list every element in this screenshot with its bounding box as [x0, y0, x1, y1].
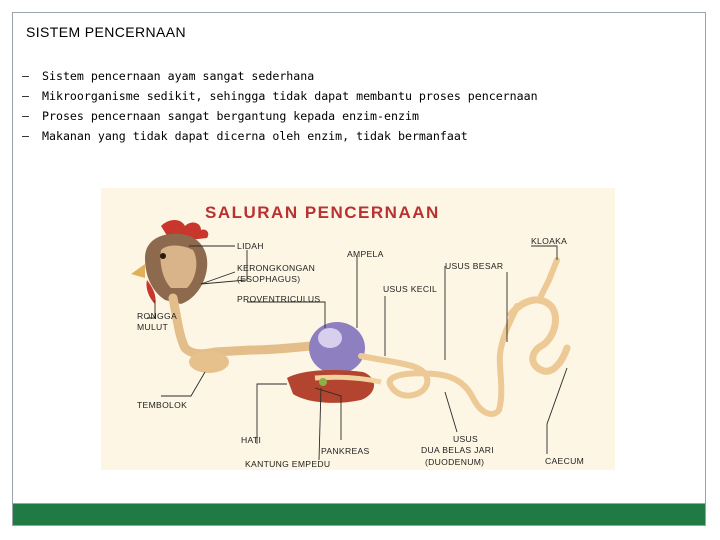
label-hati: HATI — [241, 435, 262, 445]
label-kloaka: KLOAKA — [531, 236, 568, 246]
bullet-item — [22, 126, 538, 146]
bullet-item — [22, 106, 538, 126]
bullet-text: Proses pencernaan sangat bergantung kepada enzim-enzim — [42, 109, 419, 123]
label-kerongkongan: KERONGKONGAN — [237, 263, 316, 273]
label-dua-belas-jari: DUA BELAS JARI — [421, 445, 494, 455]
gall-bladder-shape — [319, 378, 327, 386]
label-proventriculus: PROVENTRICULUS — [237, 294, 321, 304]
label-duodenum: (DUODENUM) — [425, 457, 485, 467]
label-usus-besar: USUS BESAR — [445, 261, 504, 271]
label-kantung-empedu: KANTUNG EMPEDU — [245, 459, 331, 469]
label-lidah: LIDAH — [237, 241, 264, 251]
bullet-marker: – — [22, 109, 29, 123]
label-caecum: CAECUM — [545, 456, 585, 466]
label-rongga: RONGGA — [137, 311, 177, 321]
gizzard-shape — [309, 322, 365, 374]
slide-title: SISTEM PENCERNAAN — [26, 24, 187, 40]
label-mulut: MULUT — [137, 322, 169, 332]
bullet-marker: – — [22, 89, 29, 103]
bullet-marker: – — [22, 129, 29, 143]
bullet-list — [22, 66, 538, 146]
crop-shape — [189, 351, 229, 373]
digestive-tract-organs — [173, 260, 567, 414]
label-pankreas: PANKREAS — [321, 446, 370, 456]
label-ampela: AMPELA — [347, 249, 384, 259]
bullet-item — [22, 86, 538, 106]
bullet-marker: – — [22, 69, 29, 83]
bullet-item — [22, 66, 538, 86]
bullet-text: Mikroorganisme sedikit, sehingga tidak dapat membantu proses pencernaan — [42, 89, 538, 103]
digestive-tract-illustration — [101, 188, 615, 470]
bullet-text: Sistem pencernaan ayam sangat sederhana — [42, 69, 315, 83]
chicken-head-illustration — [131, 220, 208, 304]
bullet-text: Makanan yang tidak dapat dicerna oleh enzim, tidak bermanfaat — [42, 129, 468, 143]
digestive-tract-figure — [101, 188, 615, 470]
label-esophagus: (ESOPHAGUS) — [237, 274, 301, 284]
slide-footer-band — [12, 503, 706, 526]
figure-title: SALURAN PENCERNAAN — [205, 203, 440, 222]
label-usus-kecil: USUS KECIL — [383, 284, 438, 294]
label-usus: USUS — [453, 434, 479, 444]
label-tembolok: TEMBOLOK — [137, 400, 188, 410]
